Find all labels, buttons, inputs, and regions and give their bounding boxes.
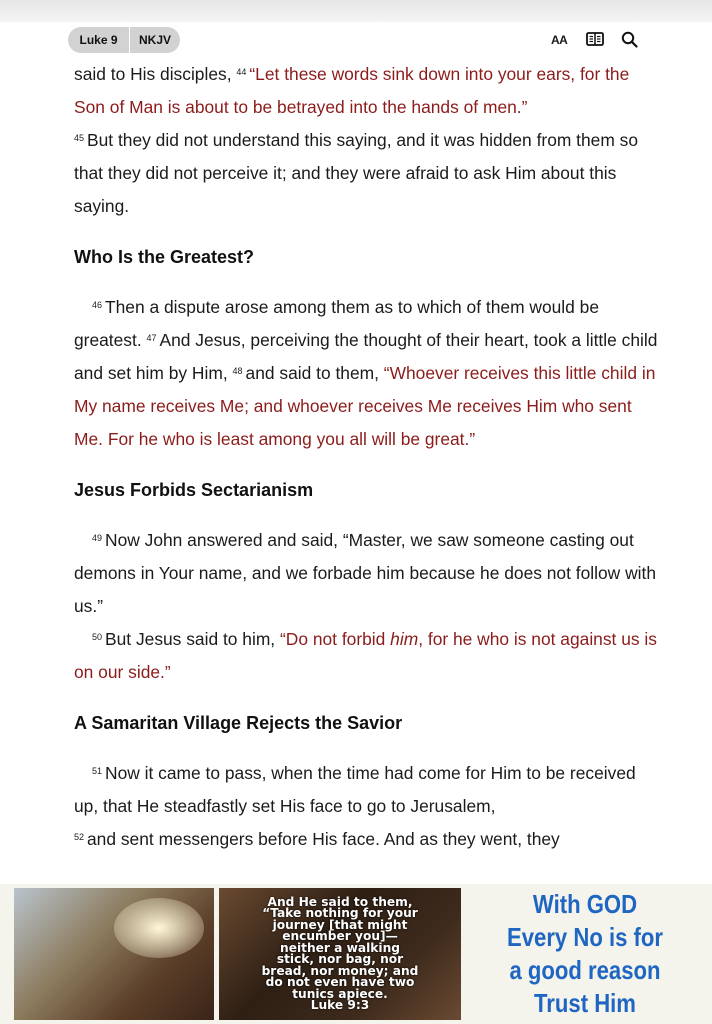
top-shade — [0, 0, 712, 22]
text-size-button[interactable]: AA — [551, 33, 568, 47]
light-glow — [114, 898, 204, 958]
book-chapter-button[interactable]: Luke 9 — [79, 33, 118, 47]
version-button[interactable]: NKJV — [138, 33, 171, 47]
section-heading: Who Is the Greatest? — [74, 247, 255, 267]
verse-number: 45 — [74, 133, 85, 143]
chapter-text — [74, 58, 664, 856]
verse-52: $^{52}$ and sent messengers before His face. And as they went, they — [74, 829, 560, 849]
search-icon[interactable] — [621, 31, 638, 48]
red-letter-text: “Whoever receives this little child in My name receives Me; and whoever receives Me receives Him who sent Me. For he who is least among you all will be great.” — [74, 363, 656, 449]
verse-number: 52 — [74, 832, 85, 842]
verse-number: 44 — [236, 67, 247, 77]
red-letter-text: “Do not forbid him, for he who is not against us is on our side.” — [74, 629, 657, 682]
verse-51: $^{51}$ Now it came to pass, when the time had come for Him to be received up, that He steadfastly set His face to go to Jerusalem, — [74, 763, 636, 816]
section-heading: A Samaritan Village Rejects the Savior — [74, 713, 403, 733]
ad-line: Every No is for — [506, 922, 663, 952]
verse-number: 47 — [146, 333, 157, 343]
reference-pill[interactable] — [68, 27, 180, 53]
ad-banner[interactable] — [0, 884, 712, 1024]
verse-number: 51 — [92, 766, 103, 776]
red-letter-text: “Let these words sink down into your ears, for the Son of Man is about to be betrayed into the hands of men.” — [74, 64, 630, 117]
ad-line: Trust Him — [534, 988, 636, 1018]
section-heading: Jesus Forbids Sectarianism — [74, 480, 314, 500]
verse-number: 46 — [92, 300, 103, 310]
verse-49: $^{49}$ Now John answered and said, “Master, we saw someone casting out demons in Your name, and we forbade him because he does not follow with us.” — [74, 530, 656, 616]
verses-46-48: $^{46}$ Then a dispute arose among them as to which of them would be greatest. $^{47}$ And Jesus, perceiving the thought of their heart, took a little child and set him by Him, $^{48}$ and said to them, “Whoever receives this little child in My name receives Me; and whoever receives Me receives Him who sent Me. For he who is least among you all will be great.” — [74, 297, 658, 449]
verse-44: said to His disciples, $^{44}$ “Let these words sink down into your ears, for the Son of Man is about to be betrayed into the hands of men.” — [74, 64, 630, 117]
ad-slogan — [488, 888, 682, 1020]
verse-number: 49 — [92, 533, 103, 543]
verse-number: 48 — [232, 366, 243, 376]
verse-card-text: And He said to them, “Take nothing for your journey [that might encumber you]— neither a walking stick, nor bag, nor bread, nor money; and do not even have two tunics apiece. Luke 9:3 — [261, 894, 419, 1012]
verse-number: 50 — [92, 632, 103, 642]
ad-line: a good reason — [509, 955, 661, 985]
reader-mode-icon[interactable] — [586, 32, 604, 46]
verse-45: $^{45}$ But they did not understand this saying, and it was hidden from them so that they did not perceive it; and they were afraid to ask Him about this saying. — [74, 130, 639, 216]
ad-line: With GOD — [532, 889, 638, 919]
ad-verse-card — [219, 888, 461, 1020]
verse-50: $^{50}$ But Jesus said to him, “Do not forbid him, for he who is not against us is on our side.” — [74, 629, 657, 682]
ad-painting-image — [14, 888, 214, 1020]
